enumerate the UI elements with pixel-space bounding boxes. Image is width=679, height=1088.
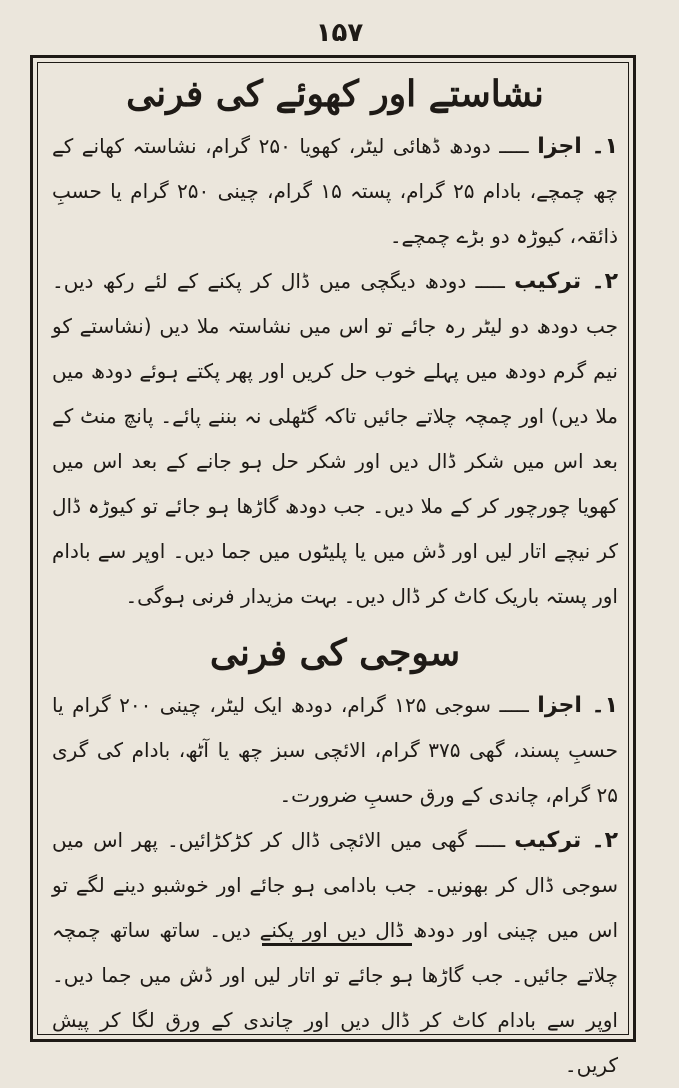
page-number: ۱۵۷ <box>315 18 364 48</box>
method-label: ۲۔ ترکیب <box>514 269 619 294</box>
method-text: دودھ دیگچی میں ڈال کر پکنے کے لئے رکھ دیں۔ جب دودھ دو لیٹر رہ جائے تو اس میں نشاستہ ملا دیں (نشاستے کو نیم گرم دودھ میں پہلے خوب حل کریں اور پھر پکتے ہوئے دودھ میں ملا دیں) اور چمچہ چلاتے جائیں تاکہ گٹھلی نہ بننے پائے۔ پانچ منٹ کے بعد اس میں شکر ڈال دیں اور شکر حل ہو جانے کے بعد اس میں کھویا چورچور کر کے ملا دیں۔ جب دودھ گاڑھا ہو جائے تو کیوڑہ ڈال کر نیچے اتار لیں اور ڈش میں یا پلیٹوں میں جما دیں۔ اوپر سے بادام اور پستہ باریک کاٹ کر ڈال دیں۔ بہت مزیدار فرنی ہوگی۔ <box>52 269 618 608</box>
ingredients-paragraph <box>52 124 618 259</box>
dash-separator: ـــــ <box>490 134 529 158</box>
dash-separator: ـــــ <box>466 269 505 293</box>
ingredients-text: سوجی ۱۲۵ گرام، دودھ ایک لیٹر، چینی ۲۰۰ گرام یا حسبِ پسند، گھی ۳۷۵ گرام، الائچی سبز چھ یا آٹھ، بادام کی گری ۲۵ گرام، چاندی کے ورق حسبِ ضرورت۔ <box>52 693 618 807</box>
dash-separator: ـــــ <box>491 693 529 717</box>
ingredients-paragraph <box>52 683 618 818</box>
page-content <box>52 70 618 1088</box>
method-paragraph <box>52 818 618 1088</box>
end-divider <box>262 943 412 946</box>
ingredients-label: ۱۔ اجزا <box>537 693 619 718</box>
method-label: ۲۔ ترکیب <box>514 828 618 853</box>
recipe-nishasta-khoya-firni <box>52 70 618 619</box>
ingredients-text: دودھ ڈھائی لیٹر، کھویا ۲۵۰ گرام، نشاستہ کھانے کے چھ چمچے، بادام ۲۵ گرام، پستہ ۱۵ گرام، چینی ۲۵۰ گرام یا حسبِ ذائقہ، کیوڑہ دو بڑے چمچے۔ <box>52 134 618 248</box>
method-text: گھی میں الائچی ڈال کر کڑکڑائیں۔ پھر اس میں سوجی ڈال کر بھونیں۔ جب بادامی ہو جائے اور خوشبو دینے لگے تو اس میں چینی اور دودھ ڈال دیں اور پکنے دیں۔ ساتھ ساتھ چمچہ چلاتے جائیں۔ جب گاڑھا ہو جائے تو اتار لیں اور ڈش میں جما دیں۔ اوپر سے بادام کاٹ کر ڈال دیں اور چاندی کے ورق لگا کر پیش کریں۔ <box>52 828 618 1077</box>
recipe-sooji-firni <box>52 629 618 1088</box>
ingredients-label: ۱۔ اجزا <box>537 134 619 159</box>
recipe-title: سوجی کی فرنی <box>209 632 461 674</box>
recipe-title: نشاستے اور کھوئے کی فرنی <box>126 73 544 115</box>
dash-separator: ـــــ <box>466 828 506 852</box>
method-paragraph <box>52 259 618 619</box>
